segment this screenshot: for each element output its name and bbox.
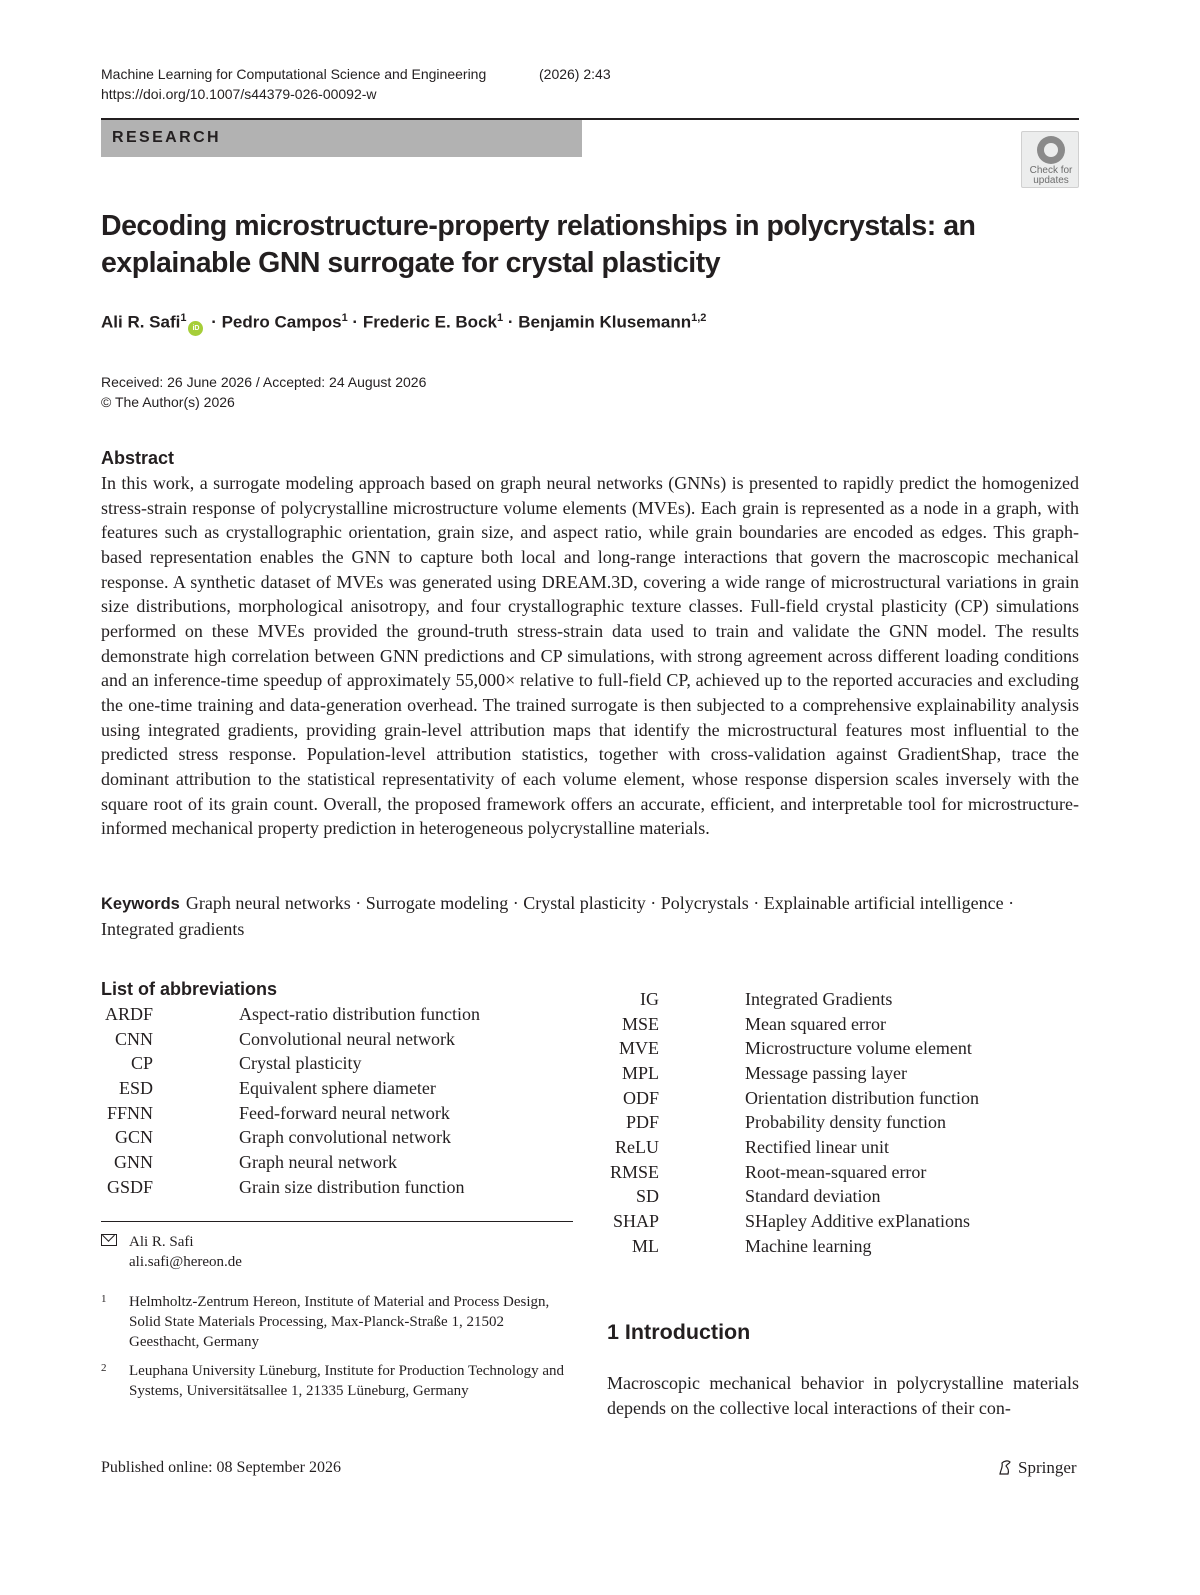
section-label: RESEARCH bbox=[112, 129, 221, 146]
abbreviation-term: ARDF bbox=[104, 1004, 153, 1024]
abbreviation-term: GNN bbox=[114, 1151, 153, 1172]
abbreviation-definition: Machine learning bbox=[745, 1235, 872, 1256]
author-affiliation-sup: 1 bbox=[496, 312, 504, 324]
article-dates bbox=[101, 372, 426, 412]
abbreviation-term: CP bbox=[130, 1053, 153, 1074]
abbreviation-term: SHAP bbox=[612, 1210, 659, 1231]
abbreviation-definition: Crystal plasticity bbox=[239, 1053, 362, 1074]
received-accepted: Received: 26 June 2026 / Accepted: 24 August 2026 bbox=[101, 374, 427, 390]
correspondence bbox=[101, 1232, 242, 1272]
keywords bbox=[101, 891, 1079, 941]
abbreviation-definition: Feed-forward neural network bbox=[239, 1102, 450, 1123]
author-name[interactable]: Pedro Campos bbox=[221, 312, 342, 332]
copyright: © The Author(s) 2026 bbox=[101, 394, 235, 410]
abbreviation-definition: SHapley Additive exPlanations bbox=[745, 1210, 970, 1231]
author-separator: · bbox=[347, 312, 363, 332]
author-name[interactable]: Frederic E. Bock bbox=[362, 312, 497, 332]
abbreviation-term: RMSE bbox=[609, 1161, 659, 1182]
abbreviation-term: GSDF bbox=[106, 1176, 153, 1197]
abbreviation-term: IG bbox=[640, 989, 659, 1009]
abbreviation-term: SD bbox=[635, 1186, 659, 1207]
author-list bbox=[101, 312, 706, 336]
abbreviation-definition: Graph convolutional network bbox=[239, 1127, 451, 1148]
abbreviation-definition: Grain size distribution function bbox=[239, 1176, 465, 1197]
abbreviation-term: MVE bbox=[619, 1038, 659, 1059]
abbreviation-definition: Message passing layer bbox=[745, 1062, 907, 1083]
abbreviation-term: MPL bbox=[621, 1062, 659, 1083]
abbreviation-definition: Mean squared error bbox=[745, 1013, 886, 1034]
abbreviation-term: ESD bbox=[118, 1077, 153, 1098]
introduction-heading: 1 Introduction bbox=[607, 1320, 751, 1344]
abbreviation-row bbox=[0, 1112, 1100, 1137]
author-separator: · bbox=[206, 312, 222, 332]
abbreviation-definition: Microstructure volume element bbox=[745, 1038, 972, 1059]
keywords-text: Graph neural networks · Surrogate modeling · Crystal plasticity · Polycrystals · Explainable artificial intelligence · Integrated gradients bbox=[101, 893, 1015, 939]
abbreviation-definition: Equivalent sphere diameter bbox=[239, 1077, 436, 1098]
journal-title: Machine Learning for Computational Science and Engineering bbox=[101, 66, 487, 82]
abbreviation-row bbox=[0, 1014, 1100, 1039]
author-name[interactable]: Ali R. Safi bbox=[101, 312, 181, 332]
abbreviation-row bbox=[0, 1162, 1100, 1187]
section-label-bar bbox=[101, 120, 582, 157]
abbreviation-row bbox=[0, 1038, 1100, 1063]
author-affiliation-sup: 1 bbox=[341, 312, 348, 324]
abbreviation-term: GCN bbox=[114, 1127, 153, 1148]
check-for-updates-button[interactable] bbox=[1021, 131, 1079, 188]
orcid-icon[interactable]: iD bbox=[188, 321, 203, 336]
paper-title: Decoding microstructure-property relationships in polycrystals: an explainable GNN surrogate for crystal plasticity bbox=[101, 210, 976, 279]
abbreviation-term: PDF bbox=[625, 1112, 659, 1133]
abbreviation-row bbox=[0, 1063, 1100, 1088]
publisher-logo bbox=[996, 1458, 1077, 1478]
publisher-name: Springer bbox=[1018, 1458, 1077, 1477]
correspondence-email[interactable]: ali.safi@hereon.de bbox=[129, 1254, 242, 1270]
abbreviation-term: ReLU bbox=[615, 1136, 659, 1157]
affiliation-text: Leuphana University Lüneburg, Institute for Production Technology and Systems, Universitätsallee 1, 21335 Lüneburg, Germany bbox=[129, 1363, 564, 1399]
introduction-text: Macroscopic mechanical behavior in polycrystalline materials depends on the collective local interactions of their con- bbox=[607, 1373, 1079, 1418]
abbreviation-definition: Orientation distribution function bbox=[745, 1087, 979, 1108]
abbreviations-heading: List of abbreviations bbox=[101, 979, 278, 999]
author-affiliation-sup: 1,2 bbox=[691, 312, 707, 324]
abbreviation-definition: Standard deviation bbox=[745, 1186, 881, 1207]
abbreviation-term: CNN bbox=[114, 1028, 153, 1049]
journal-name bbox=[101, 64, 611, 84]
abbreviation-row bbox=[0, 1088, 1100, 1113]
abbreviation-definition: Probability density function bbox=[745, 1112, 946, 1133]
check-for-updates-label-2: updates bbox=[1033, 175, 1069, 186]
journal-year-article: (2026) 2:43 bbox=[539, 66, 611, 82]
abbreviation-term: MSE bbox=[621, 1013, 659, 1034]
abbreviation-definition: Graph neural network bbox=[239, 1151, 397, 1172]
doi-link[interactable]: https://doi.org/10.1007/s44379-026-00092-w bbox=[101, 86, 377, 102]
abbreviation-definition: Convolutional neural network bbox=[239, 1028, 455, 1049]
abbreviation-term: FFNN bbox=[106, 1102, 153, 1123]
abbreviation-row bbox=[0, 1186, 1100, 1211]
abbreviation-row bbox=[0, 1137, 1100, 1162]
abbreviation-definition: Rectified linear unit bbox=[745, 1136, 889, 1157]
abbreviation-term: ODF bbox=[622, 1087, 659, 1108]
author-name[interactable]: Benjamin Klusemann bbox=[518, 312, 692, 332]
abbreviation-term: ML bbox=[632, 1235, 659, 1256]
footnote-rule bbox=[101, 1221, 573, 1222]
check-for-updates-label-1: Check for bbox=[1029, 165, 1073, 176]
abbreviation-definition: Aspect-ratio distribution function bbox=[239, 1004, 480, 1024]
correspondence-name: Ali R. Safi bbox=[129, 1234, 194, 1250]
abstract-text: In this work, a surrogate modeling approach based on graph neural networks (GNNs) is presented to rapidly predict the homogenized stress-strain response of polycrystalline microstructure volume elements (MVEs). Each grain is represented as a node in a graph, with features such as crystallographic orientation, grain size, and aspect ratio, while grain boundaries are encoded as edges. This graph-based representation enables the GNN to capture both local and long-range interactions that govern the macroscopic mechanical response. A synthetic dataset of MVEs was generated using DREAM.3D, covering a wide range of microstructural variations in grain size distributions, morphological anisotropy, and four crystallographic texture classes. Full-field crystal plasticity (CP) simulations performed on these MVEs provided the ground-truth stress-strain data used to train and validate the GNN model. The results demonstrate high correlation between GNN predictions and CP simulations, with strong agreement across different loading conditions and an inference-time speedup of approximately 55,000× relative to full-field CP, achieved up to the reported accuracies and excluding the one-time training and data-generation overhead. The trained surrogate is then subjected to a comprehensive explainability analysis using integrated gradients, providing grain-level attribution maps that identify the microstructural features most influential to the predicted stress response. Population-level attribution statistics, together with cross-validation against GradientShap, trace the dominant attribution to the statistical representativity of each volume element, whose response dispersion scales inversely with the square root of its grain count. Overall, the proposed framework offers an accurate, efficient, and interpretable tool for microstructure-informed mechanical property prediction in heterogeneous polycrystalline materials. bbox=[101, 473, 1079, 839]
abbreviation-definition: Root-mean-squared error bbox=[745, 1161, 927, 1182]
author-affiliation-sup: 1 bbox=[180, 312, 187, 324]
published-online: Published online: 08 September 2026 bbox=[101, 1459, 341, 1476]
abbreviation-definition: Integrated Gradients bbox=[745, 989, 893, 1009]
affiliation-number: 1 bbox=[101, 1293, 107, 1305]
affiliation-number: 2 bbox=[101, 1362, 107, 1374]
springer-horse-icon bbox=[996, 1458, 1014, 1476]
abstract-heading: Abstract bbox=[101, 448, 175, 468]
abbreviation-row bbox=[0, 989, 1100, 1014]
keywords-label: Keywords bbox=[101, 895, 180, 913]
author-separator: · bbox=[503, 312, 519, 332]
check-for-updates-icon bbox=[1037, 136, 1065, 164]
affiliation-text: Helmholtz-Zentrum Hereon, Institute of Material and Process Design, Solid State Materials Processing, Max-Planck-Straße 1, 21502 Geesthacht, Germany bbox=[129, 1294, 550, 1350]
envelope-icon bbox=[101, 1234, 117, 1246]
